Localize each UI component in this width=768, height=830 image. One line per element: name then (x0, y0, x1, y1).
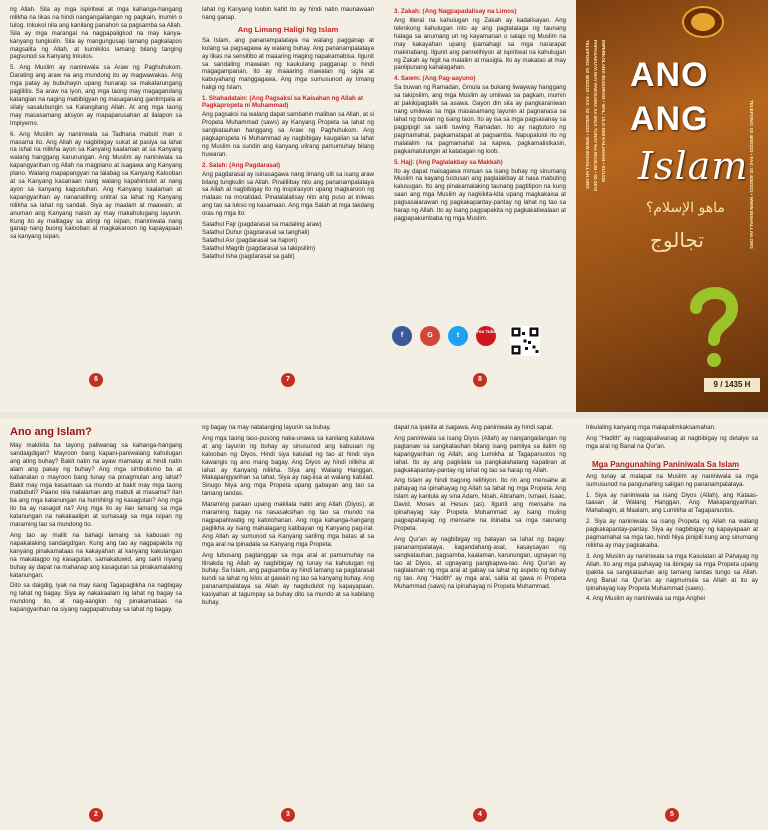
paragraph: Ito ay dapat maisagawa minsan sa isang buhay ng sinumang Muslim na kayang tustusan ang paglalakbay at nasa mabuting kalusugan. Ito ang pinakamalaking taunang pagtitipon na kung saan ang mga Muslim ay nagkikita-kita upang magkakaisa at pagsasalarawan ng pagkakapantay-pantay ng lahat ng tao sa harap ng Allah. Ito ay isang pagpapakita ng pagkakatiwalaan at pagpapakumbaba ng mga Muslim. (394, 167, 568, 222)
cover-vertical-text: TELEPONO: 02 4852222 • FAX: 02 4852223 • WWW.INSHALLAH.ORG (585, 40, 590, 189)
page-2 (0, 418, 192, 830)
page-number: 8 (473, 373, 487, 387)
paragraph: Ang pagdarasal ay isinasagawa nang limang ulit sa isang araw bilang tungkulin sa Allah. Pinalilibay nito ang pananampalataya sa Allah at nagbibigay ito ng inspirasyon upang magkaroon ng mataas na moralidad. Pinalalalalisay nito ang puso at iniiwas ang tao sa lukso ng kasamaan. Ang mga Salah at mga takdang oras ng mga ito: (202, 170, 376, 218)
page-7 (192, 0, 384, 412)
cover-panel (576, 0, 768, 412)
paragraph: ng bagay na may natatanging layunin sa buhay. (202, 424, 331, 431)
page-number: 3 (281, 808, 295, 822)
paragraph: Inkulaling kanyang mga malapalimkaksamahan. (586, 424, 716, 431)
paragraph: ng Allah. Sila ay mga ispiritwal at mga kahanga-hangang nilikha na likas na hindi nangangailangan ng pagkain, inumin o tulog. Inkukol nila ang kanilang panahon sa pagsamba sa Allah. Sila ay mga marangal na nagpapaligkod na may kanya-kanyang tungkulin. Sila ay mangungusap lamang pagkalapos magsalita ng Allah, at kumikilos lamang bilang tanging pagsunod sa Kanyang Inkulos. (10, 6, 184, 61)
social-links (392, 322, 502, 362)
paragraph: Ang Islam ay hindi bagong relihiyon. Ito rin ang mensahe at pahayag na ipinahayag ng Allah sa lahat ng mga Propeta. Ang Islam ay kantula ay sina Adam, Noah, Abraham, Ismael, Isaac, David, Moses at Hesus (as). Ilgunit ang mensahe na ipinahayag kay Propeta Muhammad ay isang muling pagpapahayag ng mensahe na ibinaba sa mga naunang Propeta. (394, 477, 568, 532)
page-3 (192, 418, 384, 830)
cover-vertical-text: INPERKOLANG BUSURIAN • WAL: ULO DIM KALIAHAN • 01/1435 (601, 40, 606, 183)
section-heading: Ano ang Islam? (10, 426, 92, 438)
twitter-icon[interactable]: t (448, 326, 468, 346)
page-4 (384, 418, 576, 830)
page-number: 4 (473, 808, 487, 822)
page-number: 7 (281, 373, 295, 387)
paragraph: Sa buwan ng Ramadan, Gmula sa bukang liwayway hanggang sa takipsilim, ang mga Muslim ay umiiwas sa pagkain, inumin at pakikipagtalik sa asawa. Gayon din sila ay pangkaraniwan nang umiiwas sa mga masasamang layunin at pagnanasa sa lahat ng buwan ng isang taon. Ito ay isa sa mga pagsasanay sa pagpipigil sa sarili tuwing Ramadan. Ito ay nagtuturo ng pagmamahal, pagkamatapat at pagsamba. Napupaluloi ito ng malalalim na pagmamahal sa kapwa, pagkamalistkasin, pagkamatulungin at katatagan ng loob. (394, 84, 568, 155)
facebook-icon[interactable]: f (392, 326, 412, 346)
paragraph: Sa Islam, ang pananampalataya na walang pagganap at kulang sa pagsagawa ay walang buhay. Ang pananampalataya ay likas na sensitibo at maaaring maging napakamabisa. Ilgunit sa sandaling mawalan ng kaukulang pagganap o hindi magagampanan, ito ay maaaring mawalan ng sigla at kabuyahang manggagawa. Ang mga sumusunod ay limang haligi ng Islam. (202, 36, 376, 92)
page-6 (0, 0, 192, 412)
subheading: 3. Zakah: (Ang Nagpapadalisay na Limos) (394, 8, 517, 15)
cover-arabic-subtitle: تجالوج (650, 228, 704, 252)
subheading: 5. Hajj: (Ang Paglalakbay sa Makkah) (394, 158, 503, 166)
cover-vertical-text: PAPASAKUYA MAY PAKISAMA SA MGA TUNAY NA MUSLIM • 02-2872 (593, 40, 598, 192)
paragraph: dapat na ipakita at isagawa. Ang paniniwala ay hindi sapat. (394, 424, 554, 431)
cover-title-ang: ANG (630, 100, 709, 138)
paragraph: May makikita ba tayong paliwanag sa kahanga-hangang sandaigdigan? Mayroon bang kapani-paniwalang kahulugan ang ating buhay? Bakit natin na ayaw mamatay at hindi natin alam ang pakay ng buhay? Ang mga simbolismo ba at kabanalan o mayroon bang tunay na pinagmulan ang lahat? Bakit may mga kasamaan sa mundo at bakit may mga taong mabubuti? Paano nila nalalaman ang mabuti at masama? Ilan ba ang mga katanungan na humihingi ng kasagutan? Ang mga ito ba ay nasagot na? Ang mga ito ay ilan lamang sa mga katanungan na nakakaalipin at sumasagi sa mga isipan ng maraming tao sa mundong ito. (10, 442, 184, 529)
paragraph: 6. Ang Muslim ay naniniwala sa Tadhana mabuti man o masama ito. Ang Allah ay nagbibigay sukat at pasiya sa lahat na ishal na nilikha ayon sa Kanyang kaalaman at sa Kanyang walang hanggang karunungan. Ang Muslim ay naniniwala sa kapangyarihan ng Allah na magplano at isagawa ang Kanyang plano. Walang mapapangyari na lalabag sa Kanyang Kalooban at sa Kanyang kasanaan nang walang kapahintulot at nang ayon sa kanyang kagustuhan. Ang Kanyang kaalaman at kapangyarihan ay nananatiling unitral sa lahat ng Kanyang nilikha sa lahat ng sandali. Siya ay maalam at maawain, at anuman ang Kanyang naisin ay may makahulugang layunin. Kung ito ay malilagay sa atingi ng isipan, maniniwala nang ganap nang buong kalooban at magkakaroon ng kapayapaan sa kanyang isipan. (10, 130, 184, 241)
cover-title-ano: ANO (630, 56, 709, 94)
emblem-icon (680, 4, 726, 40)
edition-label: 9 / 1435 H (704, 378, 760, 392)
subheading: 4. Sawm: (Ang Pag-aayuno) (394, 75, 476, 83)
paragraph: Ang tunay at malapat na Muslim ay naniniwala sa mga sumusunod na pangunahing saligan ng pananampalataya. (586, 472, 760, 488)
paragraph: Ang tao ay maliit na bahagi lamang sa kabuuan ng napakalaking sandaigdigan. Kung ang tao ay nagpapakita ng kanyang pinakamataas na kakayahan at kanyang kakulangan na makatagpo ng kasagutan, samakatuwid, ang sarili niyang buhay ay dapat na mahanap ang kasagutan sa pinakamalaking katanungan. (10, 531, 184, 579)
paragraph: Ang pagsaksi na walang dapat sambahin maliban sa Allah, at si Propeta Muhammad (saws) ay Kanyang Propeta sa lahat ng sangkatauhan hanggang sa Araw ng Paghuhukom. Ang pagkapropeta ni Muhammad ay nagbibigay kaugalian sa lahat ng Muslim na sundin ang kanyang ulirang pamumuhay bilang huwaran. (202, 111, 376, 158)
page-8 (384, 0, 576, 412)
qr-code-icon (510, 326, 540, 356)
youtube-icon[interactable]: You Tube (476, 326, 496, 346)
list-item: 2. Siya ay naniniwala sa isang Propeta ng Allah na walang pagkakapantay-pantay. Siya ay nagbibigay ng kapayapaan at pagmamahal sa mga tao, hindi Niya pinipili kung ang sinumang nilikha ay may pagkakaiba. (586, 518, 760, 549)
list-item: 4. Ang Muslim ay naniniwala sa mga Anghel (586, 595, 705, 603)
cover-vertical-text: TELEPONO: 02 4852222 • FAX: 02 4852223 • WWW.INSHALLAH.ORG (749, 100, 754, 249)
cover-arabic-title: ماهو الإسلام؟ (646, 200, 725, 216)
paragraph: Ang lubusang pagtanggap sa mga aral at pamumuhay na itinakda ng Allah ay nagbibigay ng tunay na kahulugan ng buhay. Sa Islam, ang pagsamba ay hindi lamang sa pagdarasal kundi sa lahat ng kilos at gawain ng tao sa kanyang buhay. Ang pananampalataya sa Allah ay nagdudulot ng kapayapaan, kasiyahan at tagumpay sa buhay dito sa mundo at sa kabilang buhay. (202, 551, 376, 607)
paragraph: Ang mga taong laso-pusong naka-unawa sa kanilang kaluluwa at ang layunin ng buhay ay sinusunod ang kabuuan ng kalooban ng Diyos. Hindi siya katulad ng tao at hindi siya kawangis ng ano mang bagay. Ang Diyos ay hindi nilikha at lahat ay Kanyang nilikha. Siya ang Walang Hanggan, Makapangyarihan sa lahat, Siya ay nag-iisa at walang katulad. Sinugo Niya ang mga Propeta upang gabayan ang tao sa tamang landas. (202, 434, 376, 498)
subheading: 1. Shahadatain: (Ang Pagsaksi sa Kaisahan ng Allah at Pagkapropeta ni Muhammad) (202, 95, 364, 110)
cover-title-islam: Islam (638, 144, 749, 188)
page-number: 6 (89, 373, 103, 387)
section-heading: Ang Limang Haligi Ng Islam (237, 24, 339, 34)
paragraph: Ang Qur'an ay nagbibigay ng batayan sa lahat ng bagay: pananampalataya, kagandahang-asal, kasaysayan ng sangkatauhan, pagsamba, kaalaman, karunungan, ugnayan ng tao at Diyos, at ugnayang pangkapwa-tao. Ang Qur'an ay naglalaman ng mga aral at gabay sa lahat ng aspeto ng buhay ng tao. Ang "Hadith" ay mga aral, sallia at gawa ni Propeta Muhammad (saws) na ipinahayag ni Propeta Muhammad. (394, 535, 568, 591)
page-number: 2 (89, 808, 103, 822)
page-number: 5 (665, 808, 679, 822)
paragraph: Dito sa daigdig, iyak na may isang Tagapaglikha na nagbigay ng lahat ng bagay. Siya ay nakakaalam ng lahat ng bagay sa mundong ito, at nag-aangkin ng pinakamataas na kapangyarihan na siyang nagpapatnubay sa lahat ng bagay. (10, 582, 184, 614)
paragraph: Ang paniniwala sa isang Diyos (Allah) ay nangangailangan ng pagtanaw sa sangkatauhan bilang isang pamilya sa ilalim ng kapangyarihan ng Allah, ang Lumikha at Tagapanustos ng lahat. Ito ay ang pagkilala sa pangkalahatang kapatiran at pagkakapantay-pantay ng lahat ng tao sa harap ng Allah. (394, 434, 568, 474)
paragraph: Ang literal na kahulugan ng Zakah ay kadalisayan. Ang teknikong kahulugan nito ay ang pagtatalaga ng taunang halaga sa anumang uri ng kayamanan o salapi ng Muslim na may kakayahan upang ipamahagi sa mga nararapat makinabang. Ilgunit ang panrelihiyon at ispiritwal na kahulugan ng Zakah ay higit na malalim at masigla. Ito ay makatao at may panlipunang kahalagahan. (394, 17, 568, 72)
page-5 (576, 418, 768, 830)
section-heading: Mga Pangunahing Paniniwala Sa Islam (592, 459, 740, 469)
list-item: 1. Siya ay naniniwala sa isang Diyos (Allah), ang Kataas-taasan at Walang Hanggan, Ang Makapangyarihan, Mahabagin, at Maalam, ang Lumikha at Tagapanustos. (586, 491, 760, 515)
prayer-list: Salathul Fajr (pagdarasal sa madaling araw) Salathul Duhur (pagdarasal sa tanghali) Salathul Asr (pagdarasal sa hapon) Salathul Magrib (pagdarasal sa takipsilim) Salathul Isha (pagdarasal sa gabi) (202, 221, 322, 260)
paragraph: 5. Ang Muslim ay naniniwala sa Araw ng Paghuhukom. Darating ang araw na ang mundong ito ay magwawakas. Ang mga patay ay bubuhayin upang hunarap sa makatarungang paglilitis. Sa araw na iyon, ang mga taong may magagandang katangian na naging mabibigyan ng masaganang gantimpala at silaly sasalubungin sa Kalangitang Allah. At ang mga taong may masasamang aksyon ay mapaparusahan at ilalapon sa Impiyerno. (10, 64, 184, 127)
gmail-icon[interactable]: G (420, 326, 440, 346)
list-item: 3. Ang Muslim ay naniniwala sa mga Kasulatan at Pahayag ng Allah. Ito ang mga pahayag na ibinigay sa mga Propeta upang ipakita sa sangkatauhan ang tamang landas tungo sa Allah. Ang Banal na Qur'an ay nagmumula sa Allah at ito ay ipinahayag kay Propeta Muhammad (saws). (586, 552, 760, 592)
paragraph: Maraming paraan upang makilala natin ang Allah (Diyos), at maraming bagay na nasasaksihan ng tao sa mundo na nagpapahiwatig ng katotohanan. Ang mga kahanga-hangang paglikha ay isang mahalagang katibayan ng Kanyang pag-iral. Ang Allah ay sumunod sa Kanyang sariling mga batas at sa mga aral na ipinadala sa Kanyang mga Propeta. (202, 501, 376, 548)
paragraph: Ang "Hadith" ay nagpapaliwanag at nagbibigay ng detalye sa mga aral ng Banal na Qur'an. (586, 434, 760, 450)
subheading: 2. Salah: (Ang Pagdarasal) (202, 161, 281, 169)
question-mark-icon (686, 280, 742, 370)
paragraph: lahat ng Kanyang loobin kahit ito ay hindi natin maunawaan nang ganap. (202, 6, 376, 21)
